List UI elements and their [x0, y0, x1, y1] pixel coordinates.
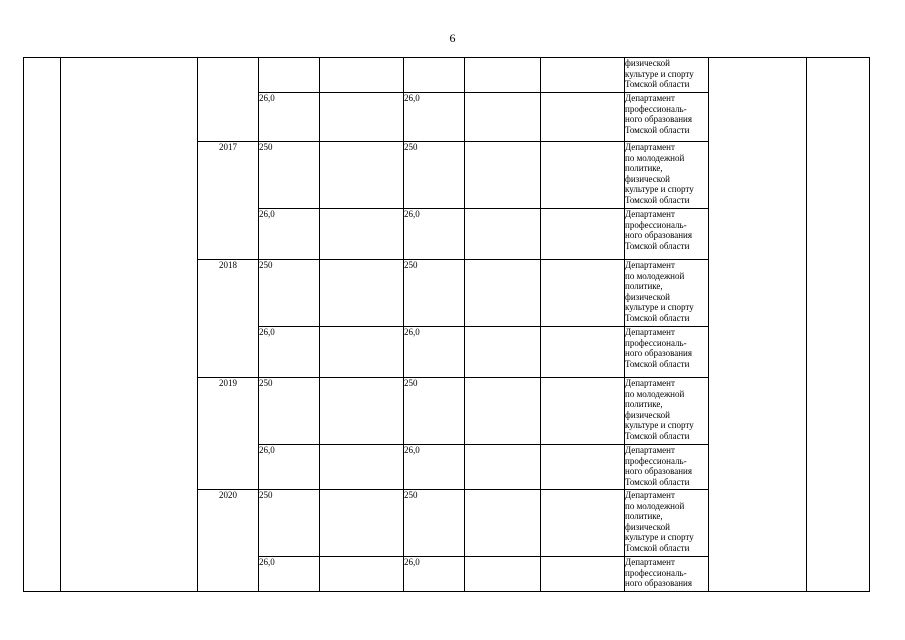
department-line: по молодежной — [625, 500, 685, 511]
department-line: ного образования — [625, 466, 693, 476]
value-cell: 26,0 — [404, 557, 465, 592]
department-lines — [625, 93, 708, 135]
value-cell: 250 — [259, 378, 320, 445]
department-line: Томской области — [625, 240, 690, 251]
department-line: культуре и спорту — [625, 302, 694, 312]
value-cell: 26,0 — [259, 327, 320, 378]
value-cell — [320, 142, 404, 209]
department-lines — [625, 490, 708, 553]
value-cell — [465, 490, 541, 557]
value-cell — [320, 209, 404, 260]
value-cell: 250 — [259, 142, 320, 209]
page-number: 6 — [449, 31, 456, 45]
value-cell — [465, 260, 541, 327]
value-cell: 26,0 — [404, 327, 465, 378]
value-cell — [541, 327, 625, 378]
value-cell — [465, 378, 541, 445]
indicator-cell — [709, 58, 807, 592]
value-cell: 26,0 — [404, 93, 465, 142]
department-line: Томской области — [625, 79, 690, 89]
value-cell — [320, 490, 404, 557]
value-cell — [465, 209, 541, 260]
department-line: Департамент — [625, 327, 675, 337]
value-cell — [465, 93, 541, 142]
table-row — [24, 58, 870, 93]
value-cell: 26,0 — [259, 445, 320, 490]
number-cell — [24, 58, 61, 592]
value-cell — [404, 58, 465, 93]
department-line: физической — [625, 521, 670, 532]
value-cell — [320, 260, 404, 327]
value-cell — [320, 557, 404, 592]
department-line: Департамент — [625, 445, 675, 455]
value-cell — [541, 260, 625, 327]
department-line: ного образования — [625, 578, 693, 588]
value-cell — [541, 58, 625, 93]
department-line: физической — [625, 409, 670, 420]
department-line: профессиональ- — [625, 567, 687, 578]
department-lines — [625, 327, 708, 369]
department-lines — [625, 378, 708, 441]
value-cell — [465, 58, 541, 93]
department-line: Томской области — [625, 124, 690, 135]
department-line: профессиональ- — [625, 219, 687, 230]
department-lines — [625, 260, 708, 323]
department-lines — [625, 557, 708, 589]
department-line: Департамент — [625, 209, 675, 219]
department-cell — [625, 142, 709, 209]
value-cell — [320, 445, 404, 490]
department-line: Департамент — [625, 378, 675, 388]
value-cell: 250 — [404, 490, 465, 557]
department-line: профессиональ- — [625, 337, 687, 348]
value-cell: 26,0 — [259, 209, 320, 260]
value-cell — [541, 490, 625, 557]
department-cell — [625, 58, 709, 93]
department-line: политике, — [625, 511, 663, 521]
value-cell: 250 — [404, 378, 465, 445]
department-line: Томской области — [625, 542, 690, 553]
funding-table — [23, 57, 870, 592]
department-line: ного образования — [625, 230, 693, 240]
value-cell — [541, 209, 625, 260]
department-line: профессиональ- — [625, 455, 687, 466]
value-cell — [320, 378, 404, 445]
year-cell: 2019 — [198, 378, 259, 490]
department-cell — [625, 378, 709, 445]
value-cell — [320, 93, 404, 142]
value-cell: 250 — [259, 260, 320, 327]
department-cell — [625, 445, 709, 490]
department-line: культуре и спорту — [625, 68, 694, 79]
department-line: Департамент — [625, 557, 675, 567]
department-line: Департамент — [625, 93, 675, 103]
department-cell — [625, 260, 709, 327]
value-cell — [320, 58, 404, 93]
department-line: Томской области — [625, 358, 690, 369]
year-cell: 2017 — [198, 142, 259, 260]
year-cell: 2018 — [198, 260, 259, 378]
value-cell — [465, 445, 541, 490]
value-cell: 250 — [259, 490, 320, 557]
department-line: Томской области — [625, 312, 690, 323]
department-line: культуре и спорту — [625, 420, 694, 430]
department-line: по молодежной — [625, 152, 685, 163]
department-line: Томской области — [625, 476, 690, 487]
department-line: Департамент — [625, 142, 675, 152]
value-cell: 26,0 — [259, 557, 320, 592]
value-cell — [465, 557, 541, 592]
department-line: физической — [625, 173, 670, 184]
value-cell: 26,0 — [259, 93, 320, 142]
value-cell — [541, 557, 625, 592]
department-line: по молодежной — [625, 388, 685, 399]
department-line: Департамент — [625, 260, 675, 270]
department-lines — [625, 445, 708, 487]
value-cell: 26,0 — [404, 445, 465, 490]
department-line: Томской области — [625, 194, 690, 205]
value-cell — [541, 93, 625, 142]
department-line: культуре и спорту — [625, 532, 694, 542]
value-cell — [541, 445, 625, 490]
value-cell — [320, 327, 404, 378]
department-line: политике, — [625, 399, 663, 409]
department-line: профессиональ- — [625, 103, 687, 114]
value-cell — [465, 142, 541, 209]
department-line: по молодежной — [625, 270, 685, 281]
value-cell — [541, 378, 625, 445]
department-line: Департамент — [625, 490, 675, 500]
value-cell: 26,0 — [404, 209, 465, 260]
department-cell — [625, 557, 709, 592]
department-cell — [625, 327, 709, 378]
department-lines — [625, 58, 708, 90]
department-cell — [625, 490, 709, 557]
department-cell — [625, 209, 709, 260]
value-cell — [541, 142, 625, 209]
value-cell: 250 — [404, 142, 465, 209]
task-name-cell — [61, 58, 198, 592]
department-line: физической — [625, 291, 670, 302]
indicator-value-cell — [807, 58, 870, 592]
department-line: ного образования — [625, 114, 693, 124]
department-line: политике, — [625, 163, 663, 173]
year-cell — [198, 58, 259, 142]
value-cell — [259, 58, 320, 93]
department-line: политике, — [625, 281, 663, 291]
department-cell — [625, 93, 709, 142]
department-line: физической — [625, 58, 670, 68]
department-lines — [625, 209, 708, 251]
year-cell: 2020 — [198, 490, 259, 592]
department-line: культуре и спорту — [625, 184, 694, 194]
value-cell: 250 — [404, 260, 465, 327]
department-line: ного образования — [625, 348, 693, 358]
value-cell — [465, 327, 541, 378]
table-body — [24, 58, 870, 592]
department-line: Томской области — [625, 430, 690, 441]
department-lines — [625, 142, 708, 205]
